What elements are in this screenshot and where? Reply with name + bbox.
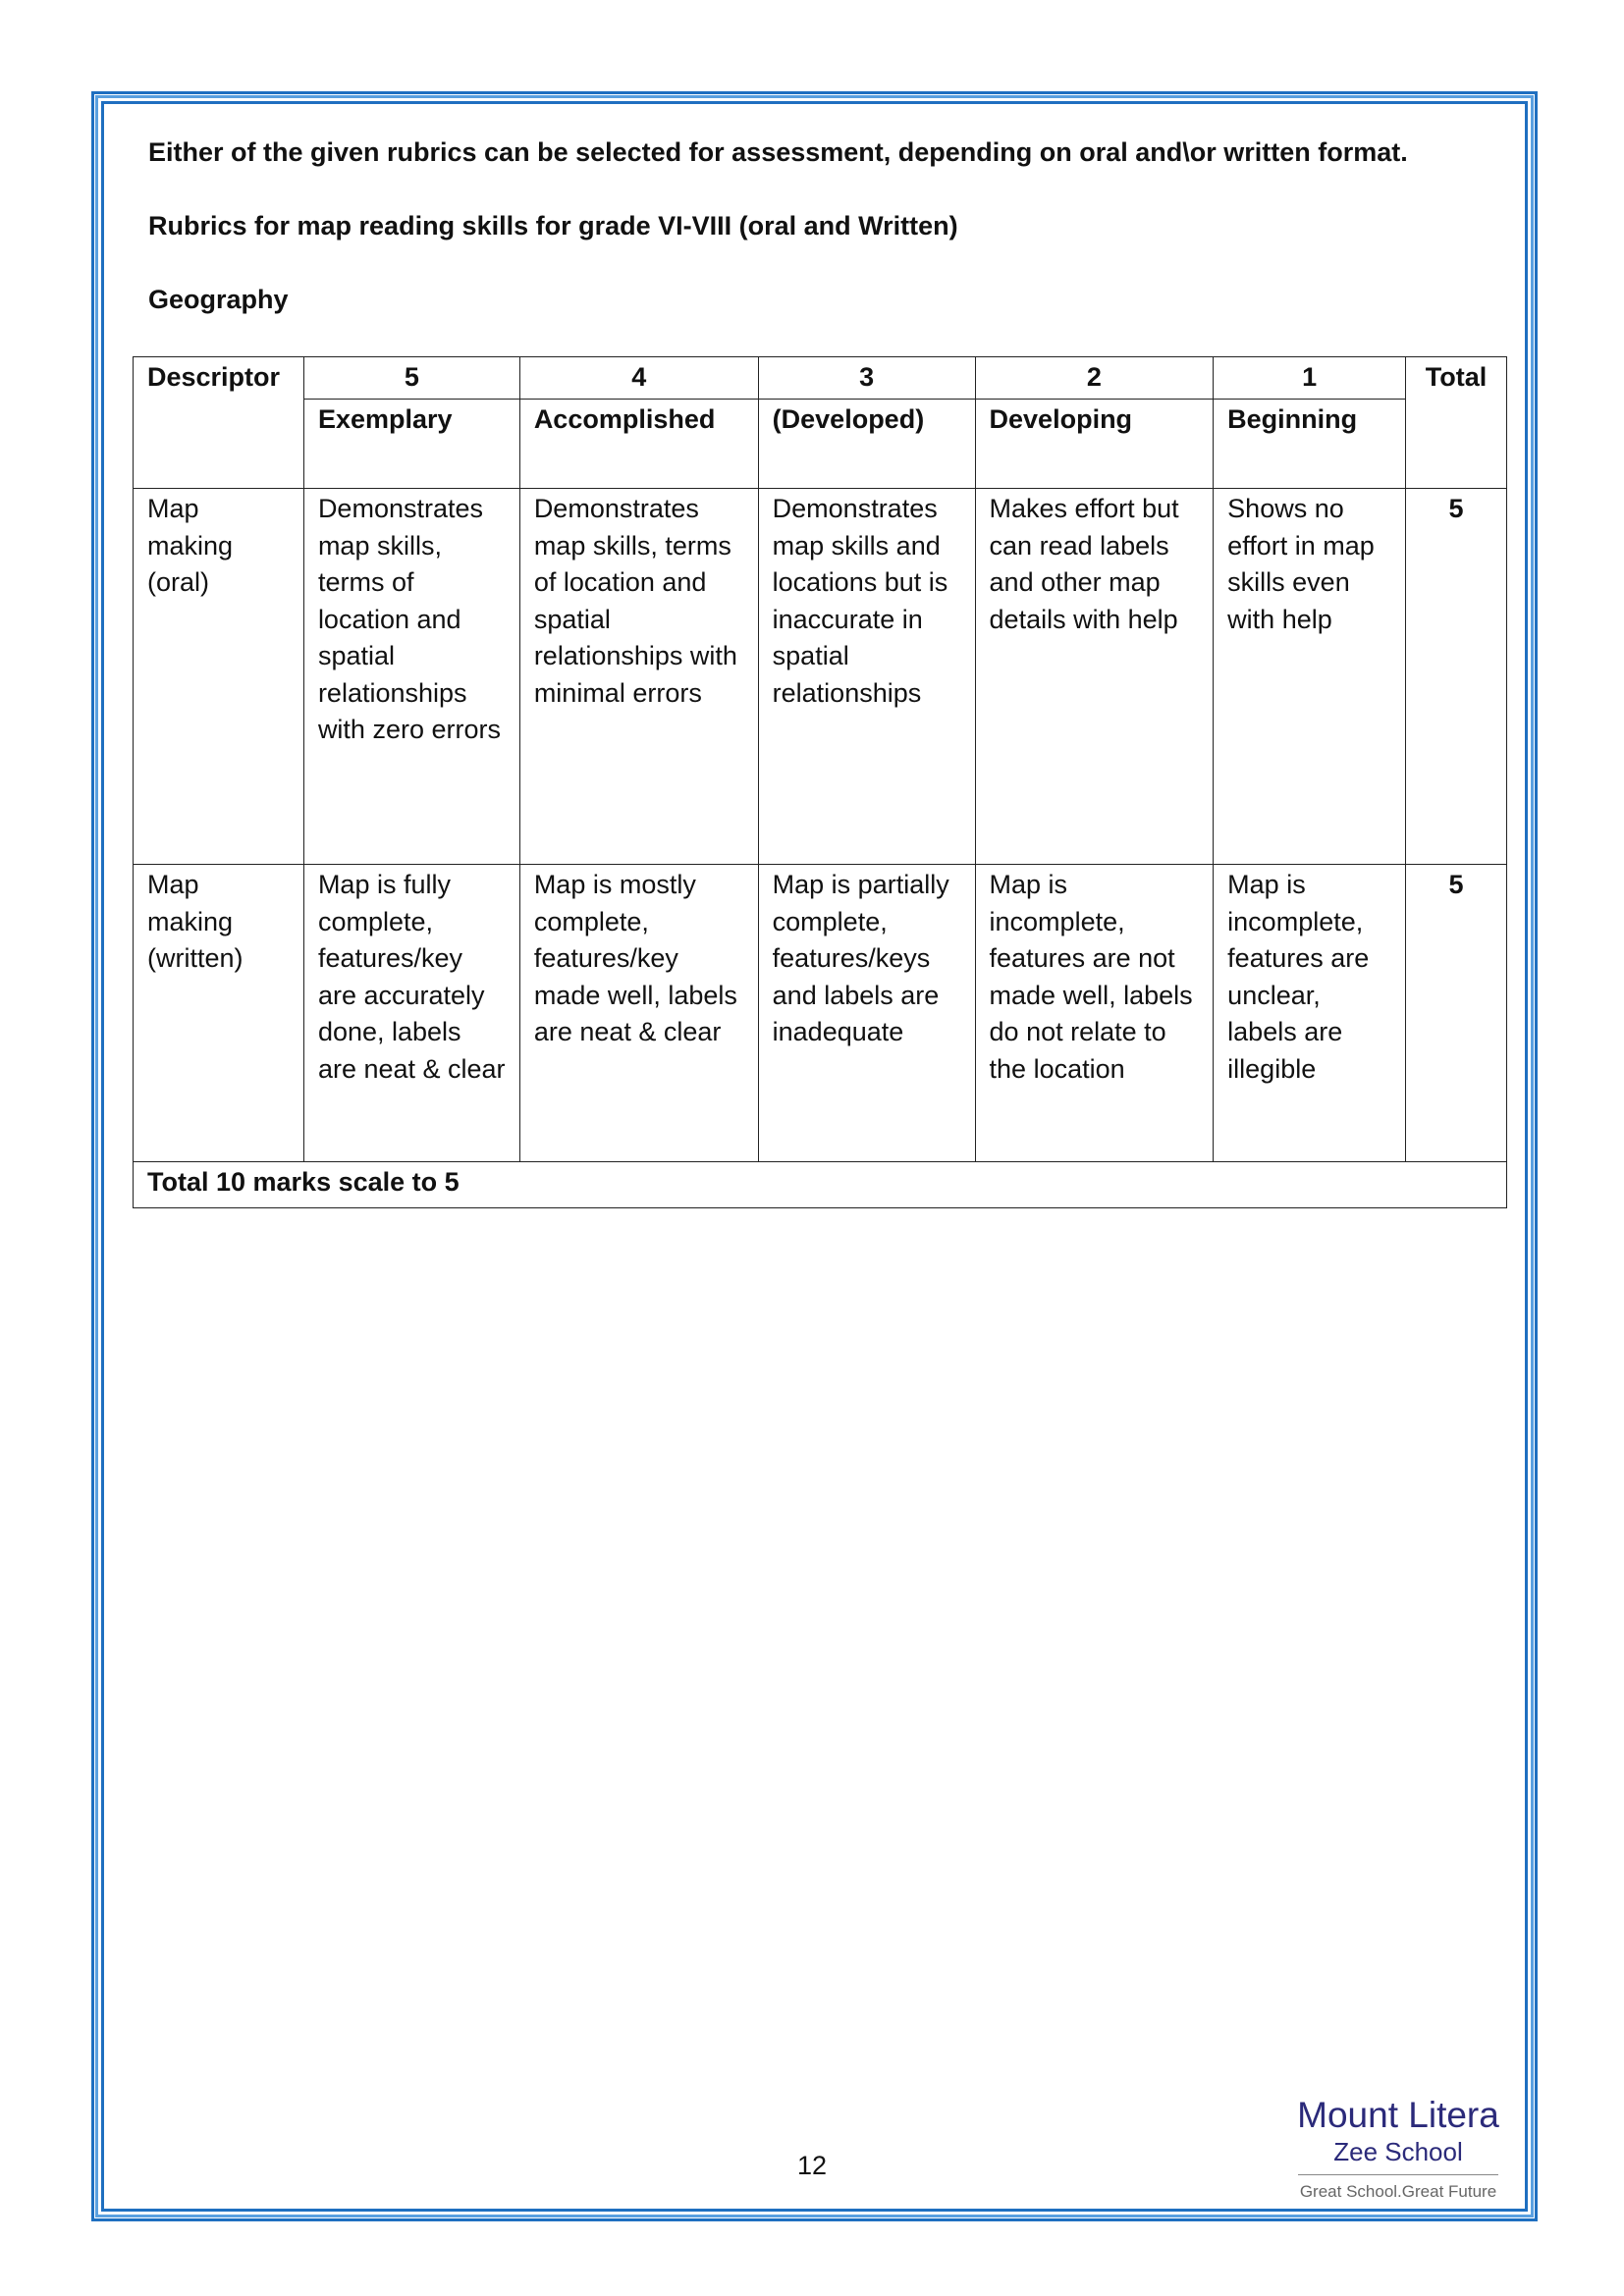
logo-title: Mount Litera [1297, 2095, 1499, 2135]
logo-tagline: Great School.Great Future [1299, 2182, 1497, 2201]
rubric-cell: Map is partially complete, features/keys and labels are inadequate [758, 865, 975, 1162]
rubric-cell: Demonstrates map skills and locations but is inaccurate in spatial relationships [758, 489, 975, 865]
level-name: Exemplary [303, 400, 519, 489]
logo-divider [1298, 2174, 1498, 2175]
level-name: Developing [975, 400, 1214, 489]
total-cell: 5 [1406, 489, 1507, 865]
total-header: Total [1406, 357, 1507, 489]
table-footer-row [134, 1162, 1507, 1208]
rubric-cell: Demonstrates map skills, terms of location and spatial relationships with minimal errors [519, 489, 758, 865]
rubric-heading: Rubrics for map reading skills for grade VI-VIII (oral and Written) [148, 211, 958, 240]
level-score: 2 [975, 357, 1214, 400]
rubric-cell: Makes effort but can read labels and other map details with help [975, 489, 1214, 865]
table-subheader-row [134, 400, 1507, 489]
level-score: 1 [1214, 357, 1406, 400]
rubric-table [133, 356, 1507, 1208]
descriptor-cell: Map making (written) [134, 865, 304, 1162]
level-score: 4 [519, 357, 758, 400]
page-number: 12 [796, 2151, 828, 2180]
rubric-cell: Map is incomplete, features are not made well, labels do not relate to the location [975, 865, 1214, 1162]
level-score: 3 [758, 357, 975, 400]
intro-text: Either of the given rubrics can be selected for assessment, depending on oral and\or written format. [148, 137, 1408, 167]
rubric-cell: Map is incomplete, features are unclear, labels are illegible [1214, 865, 1406, 1162]
subject-heading: Geography [148, 285, 289, 314]
rubric-cell: Demonstrates map skills, terms of location and spatial relationships with zero errors [303, 489, 519, 865]
total-cell: 5 [1406, 865, 1507, 1162]
rubric-cell: Shows no effort in map skills even with help [1214, 489, 1406, 865]
logo-subtitle: Zee School [1333, 2137, 1463, 2166]
level-name: Beginning [1214, 400, 1406, 489]
school-logo [1290, 2094, 1506, 2203]
table-row [134, 865, 1507, 1162]
rubric-cell: Map is mostly complete, features/key made well, labels are neat & clear [519, 865, 758, 1162]
table-row [134, 489, 1507, 865]
rubric-cell: Map is fully complete, features/key are accurately done, labels are neat & clear [303, 865, 519, 1162]
table-header-row [134, 357, 1507, 400]
level-score: 5 [303, 357, 519, 400]
level-name: Accomplished [519, 400, 758, 489]
table-footer: Total 10 marks scale to 5 [134, 1162, 1507, 1208]
descriptor-header: Descriptor [134, 357, 304, 489]
descriptor-cell: Map making (oral) [134, 489, 304, 865]
level-name: (Developed) [758, 400, 975, 489]
